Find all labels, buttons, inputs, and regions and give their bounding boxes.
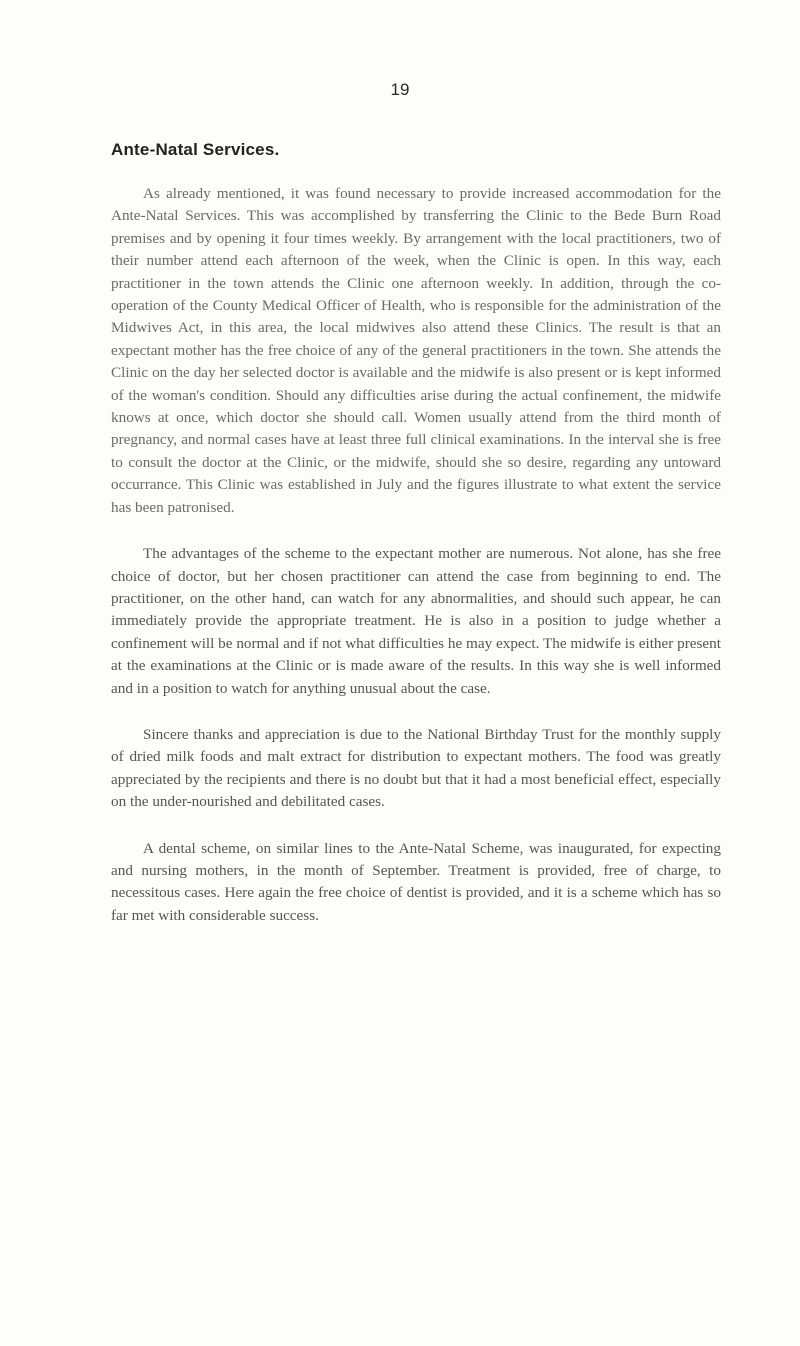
paragraph: A dental scheme, on similar lines to the Ante-Natal Scheme, was inaugurated, for expecting and nursing mothers, in the month of September. Treatment is provided, free of charge, to necessitous cases. Here again the free choice of dentist is provided, and it is a scheme which has so far met with considerable success.: [111, 839, 721, 924]
paragraph: As already mentioned, it was found necessary to provide increased accommodation for the Ante-Natal Services. This was accomplished by transferring the Clinic to the Bede Burn Road premises and by opening it four times weekly. By arrangement with the local practitioners, two of their number attend each afternoon of the week, when the Clinic is open. In this way, each practitioner in the town attends the Clinic one afternoon weekly. In addition, through the co-operation of the County Medical Officer of Health, who is responsible for the administration of the Midwives Act, in this area, the local midwives also attend these Clinics. The result is that an expectant mother has the free choice of any of the general practitioners in the town. She attends the Clinic on the day her selected doctor is available and the midwife is also present or is kept informed of the woman's condition. Should any difficulties arise during the actual confinement, the midwife knows at once, which doctor she should call. Women usually attend from the third month of pregnancy, and normal cases have at least three full clinical examinations. In the interval she is free to consult the doctor at the Clinic, or the midwife, should she so desire, regarding any untoward occurrance. This Clinic was established in July and the figures illustrate to what extent the service has been patronised.: [111, 185, 721, 516]
section-heading: Ante-Natal Services.: [111, 140, 280, 159]
paragraph: Sincere thanks and appreciation is due to the National Birthday Trust for the monthly supply of dried milk foods and malt extract for distribution to expectant mothers. The food was greatly appreciated by the recipients and there is no doubt but that it had a most beneficial effect, especially on the under-nourished and debilitated cases.: [111, 725, 721, 811]
page-number: 19: [390, 80, 410, 99]
body-text: [111, 183, 721, 951]
paragraph: The advantages of the scheme to the expectant mother are numerous. Not alone, has she free choice of doctor, but her chosen practitioner can attend the case from beginning to end. The practitioner, on the other hand, can watch for any abnormalities, and should such appear, he can immediately provide the appropriate treatment. He is also in a position to judge whether a confinement will be normal and if not what difficulties he may expect. The midwife is either present at the examinations at the Clinic or is made aware of the results. In this way she is well informed and in a position to watch for anything unusual about the case.: [111, 545, 721, 697]
